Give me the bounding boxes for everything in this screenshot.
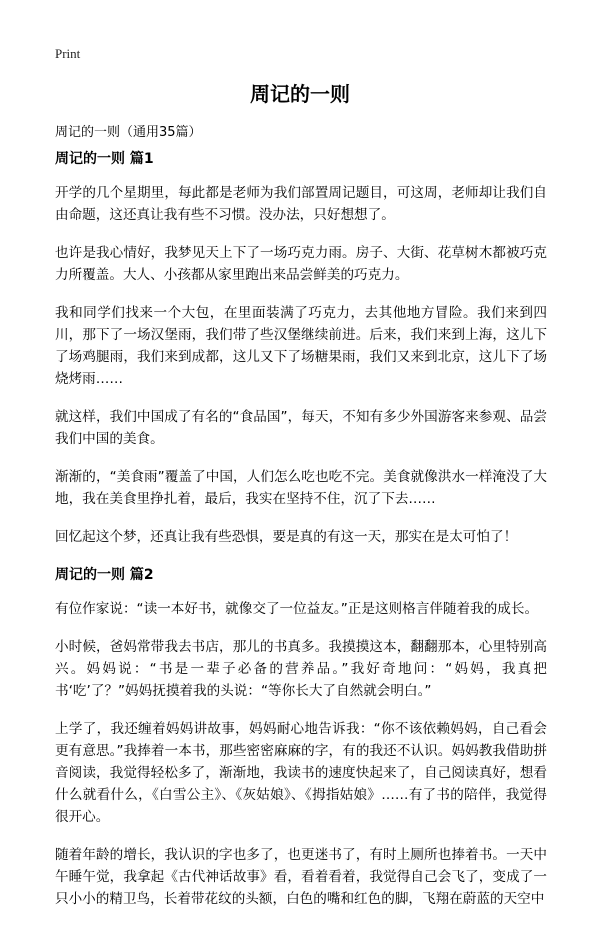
page-title: 周记的一则 [250, 82, 350, 106]
section-heading: 周记的一则 篇2 [55, 567, 154, 583]
paragraph: 上学了，我还缠着妈妈讲故事，妈妈耐心地告诉我：“你不该依赖妈妈，自己看会更有意思。”我捧着一本书，那些密密麻麻的字，有的我还不认识。妈妈教我借助拼音阅读，我觉得轻松多了，渐渐地，我读书的速度快起来了，自己阅读真好，想看什么就看什么，《白雪公主》、《灰姑娘》、《拇指姑娘》……有了书的陪伴，我觉得很开心。 [55, 721, 547, 825]
document-subtitle: 周记的一则（通用35篇） [55, 125, 202, 140]
paragraph: 渐渐的，“美食雨”覆盖了中国，人们怎么吃也吃不完。美食就像洪水一样淹没了大地，我在美食里挣扎着，最后，我实在坚持不住，沉了下去…… [55, 469, 547, 507]
print-link[interactable]: Print [55, 46, 81, 61]
paragraph: 也许是我心情好，我梦见天上下了一场巧克力雨。房子、大街、花草树木都被巧克力所覆盖。大人、小孩都从家里跑出来品尝鲜美的巧克力。 [55, 245, 547, 283]
document-body [55, 150, 547, 926]
paragraph: 我和同学们找来一个大包，在里面装满了巧克力，去其他地方冒险。我们来到四川，那下了一场汉堡雨，我们带了些汉堡继续前进。后来，我们来到上海，这儿下了场鸡腿雨，我们来到成都，这儿又下了场糖果雨，我们又来到北京，这儿下了场烧烤雨…… [55, 305, 547, 387]
paragraph: 就这样，我们中国成了有名的“食品国”，每天，不知有多少外国游客来参观、品尝我们中国的美食。 [55, 409, 547, 447]
section-2 [55, 566, 547, 910]
section-1 [55, 150, 547, 548]
section-heading: 周记的一则 篇1 [55, 151, 154, 167]
paragraph: 有位作家说：“读一本好书，就像交了一位益友。”正是这则格言伴随着我的成长。 [55, 601, 539, 617]
paragraph: 回忆起这个梦，还真让我有些恐惧，要是真的有这一天，那实在是太可怕了！ [55, 529, 518, 545]
paragraph: 小时候，爸妈常带我去书店，那儿的书真多。我摸摸这本，翻翻那本，心里特别高兴。妈妈说：“书是一辈子必备的营养品。”我好奇地问：“妈妈，我真把书‘吃’了？”妈妈抚摸着我的头说：“等你长大了自然就会明白。” [55, 639, 547, 699]
paragraph: 开学的几个星期里，每此都是老师为我们部置周记题目，可这周，老师却让我们自由命题，这还真让我有些不习惯。没办法，只好想想了。 [55, 185, 547, 223]
paragraph: 随着年龄的增长，我认识的字也多了，也更迷书了，有时上厕所也捧着书。一天中午睡午觉，我拿起《古代神话故事》看，看着看着，我觉得自己会飞了，变成了一只小小的精卫鸟，长着带花纹的头额，白色的嘴和红色的脚，飞翔在蔚蓝的天空中 [55, 847, 547, 907]
